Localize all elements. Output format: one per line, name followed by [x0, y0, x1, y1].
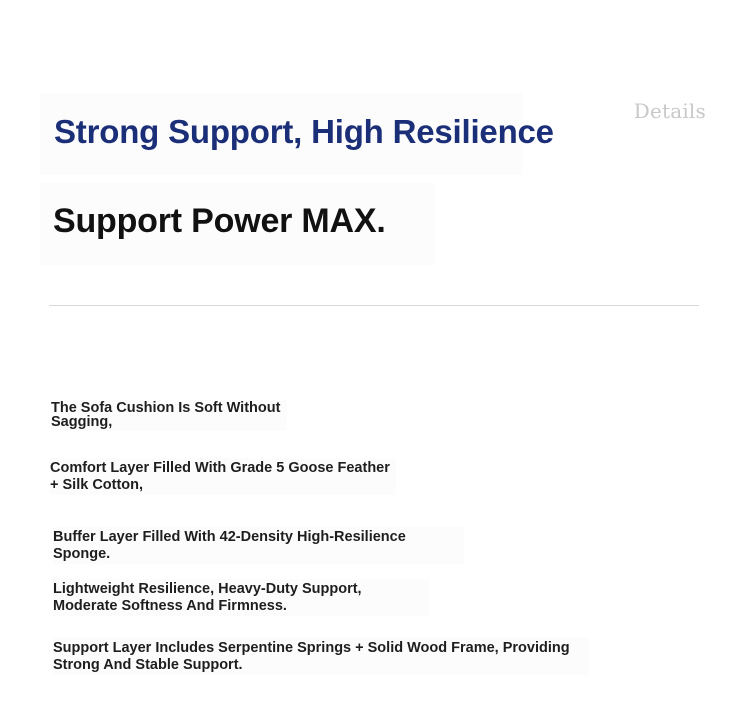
feature-item: The Sofa Cushion Is Soft Without Sagging, — [51, 400, 287, 431]
divider — [49, 305, 699, 306]
feature-item: Buffer Layer Filled With 42-Density High-Resilience Sponge. — [53, 527, 464, 564]
tagline-heading: Strong Support, High Resilience — [54, 113, 554, 150]
feature-item: Comfort Layer Filled With Grade 5 Goose Feather + Silk Cotton, — [50, 458, 396, 495]
feature-item: Lightweight Resilience, Heavy-Duty Support, Moderate Softness And Firmness. — [53, 579, 429, 616]
product-name: Support Power MAX. — [53, 202, 386, 240]
feature-item: Support Layer Includes Serpentine Springs + Solid Wood Frame, Providing Strong And Stable Support. — [53, 638, 589, 675]
details-label: Details — [633, 99, 706, 123]
